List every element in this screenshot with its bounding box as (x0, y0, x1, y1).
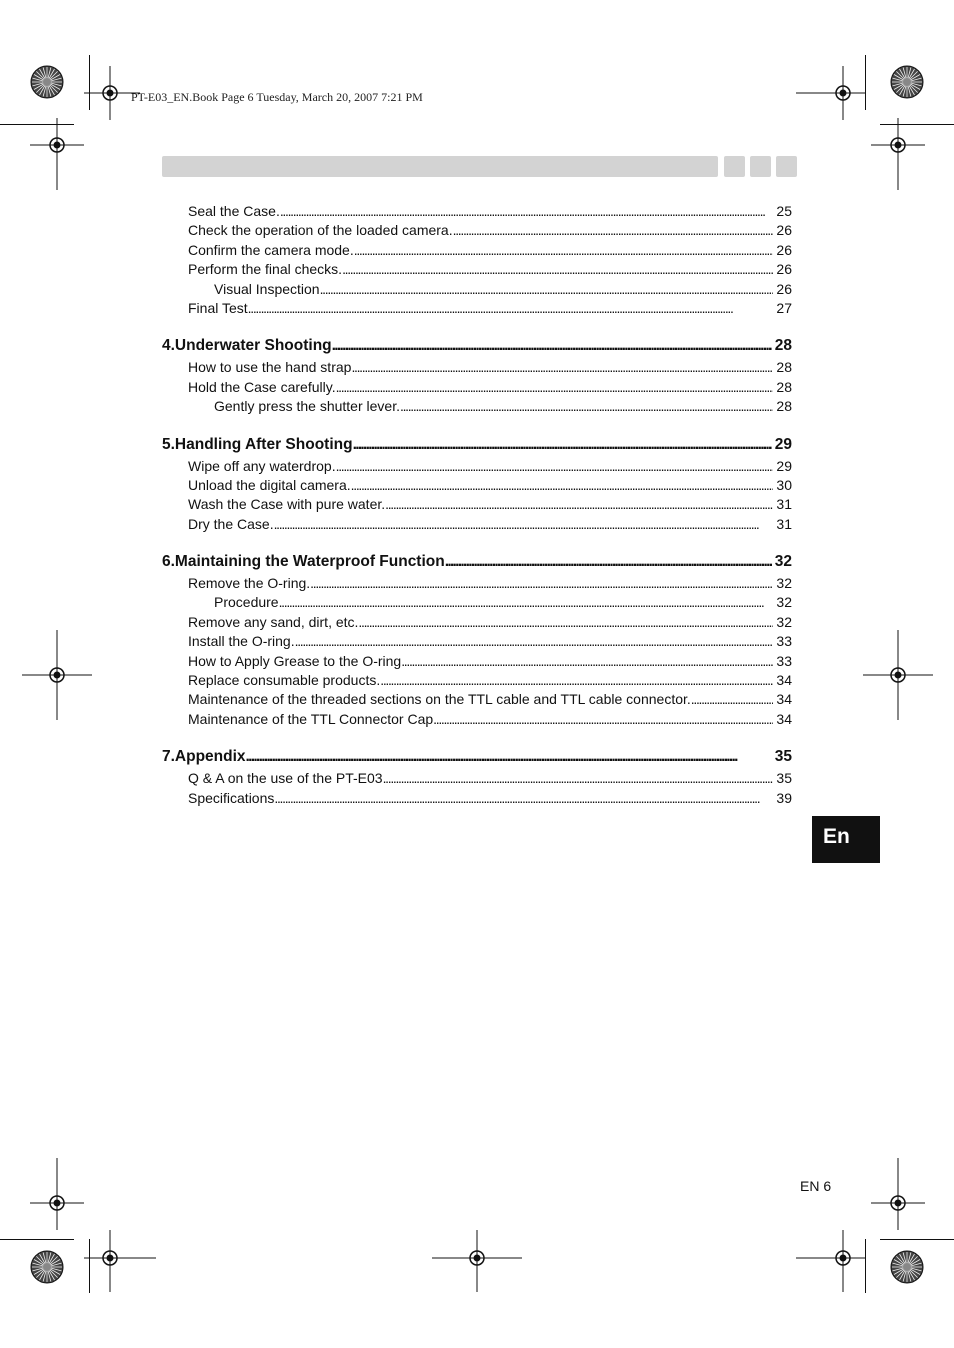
toc-entry-page: 26 (776, 280, 792, 297)
toc-entry-title: Specifications (188, 789, 275, 806)
toc-entry-title: How to use the hand strap (188, 359, 352, 376)
toc-entry-title: Wipe off any waterdrop. (188, 457, 336, 474)
toc-entry-page: 34 (776, 672, 792, 689)
color-star-target-icon (890, 65, 924, 99)
registration-target-icon (30, 118, 84, 190)
registration-target-icon (30, 1158, 84, 1230)
registration-target-icon (796, 66, 866, 120)
registration-target-icon (871, 1158, 925, 1230)
toc-entry-page: 31 (776, 496, 792, 513)
toc-entry-title: Wash the Case with pure water. (188, 496, 386, 513)
toc-entry-title: How to Apply Grease to the O-ring (188, 652, 402, 669)
toc-entry-page: 30 (776, 476, 792, 493)
toc-chapter-page: 28 (774, 337, 792, 355)
toc-entry-title: Hold the Case carefully. (188, 378, 336, 395)
toc-entry-page: 28 (776, 359, 792, 376)
toc-entry-title: Remove any sand, dirt, etc. (188, 613, 359, 630)
toc-entry-title: Confirm the camera mode. (188, 241, 354, 258)
toc-entry-page: 25 (776, 203, 792, 219)
language-tab: En (812, 816, 880, 863)
toc-entry-page: 28 (776, 398, 792, 415)
toc-entry-title: Install the O-ring. (188, 633, 295, 650)
toc-entry-title: Check the operation of the loaded camera. (188, 222, 453, 239)
toc-entry-page: 26 (776, 261, 792, 278)
toc-entry-page: 26 (776, 241, 792, 258)
toc-chapter-page: 32 (774, 553, 792, 571)
color-star-target-icon (30, 1250, 64, 1284)
toc-entry-page: 28 (776, 378, 792, 395)
registration-target-icon (84, 1230, 156, 1292)
toc-entry-title: Final Test (188, 299, 248, 316)
toc-entry-title: Replace consumable products. (188, 672, 381, 689)
toc-entry-page: 27 (776, 299, 792, 316)
registration-target-icon (22, 630, 92, 720)
toc-entry-page: 34 (776, 710, 792, 727)
toc-entry-title: Maintenance of the TTL Connector Cap (188, 710, 434, 727)
toc-entry-page: 33 (776, 652, 792, 669)
registration-target-icon (432, 1230, 522, 1292)
page-number: EN 6 (800, 1178, 832, 1194)
toc-entry-title: Unload the digital camera. (188, 476, 351, 493)
registration-target-icon (863, 630, 933, 720)
print-header: PT-E03_EN.Book Page 6 Tuesday, March 20, 2007 7:21 PM (131, 90, 423, 104)
toc-entry-title: Perform the final checks. (188, 261, 343, 278)
registration-target-icon (796, 1230, 866, 1292)
toc-entry-page: 35 (776, 770, 792, 787)
registration-target-icon (871, 118, 925, 190)
toc-entry-page: 29 (776, 457, 792, 474)
toc-entry-page: 34 (776, 691, 792, 708)
toc-entry-title: Visual Inspection (214, 280, 320, 297)
toc-entry-title: Dry the Case. (188, 515, 274, 532)
toc-chapter-title: 7.Appendix (162, 748, 246, 766)
toc-chapter-page: 29 (774, 435, 792, 453)
toc-entry-title: Maintenance of the threaded sections on the TTL cable and TTL cable connector. (188, 691, 691, 708)
toc-entry-page: 33 (776, 633, 792, 650)
color-star-target-icon (890, 1250, 924, 1284)
toc-chapter-title: 4.Underwater Shooting (162, 337, 332, 355)
toc-entry-page: 31 (776, 515, 792, 532)
toc-chapter-title: 5.Handling After Shooting (162, 435, 353, 453)
toc-entry-title: Remove the O-ring. (188, 575, 311, 592)
toc-entry-title: Q & A on the use of the PT-E03 (188, 770, 383, 787)
toc-chapter-title: 6.Maintaining the Waterproof Function (162, 553, 445, 571)
toc-entry-title: Seal the Case. (188, 203, 280, 219)
toc-entry-page: 32 (776, 575, 792, 592)
toc-entry-page: 32 (776, 613, 792, 630)
toc-entry-title: Gently press the shutter lever. (214, 398, 400, 415)
toc-entry-page: 39 (776, 789, 792, 806)
color-star-target-icon (30, 65, 64, 99)
toc-entry-page: 26 (776, 222, 792, 239)
toc-chapter-page: 35 (774, 748, 792, 766)
registration-target-icon (84, 66, 140, 120)
toc-entry-page: 32 (776, 594, 792, 611)
toc-entry-title: Procedure (214, 594, 279, 611)
